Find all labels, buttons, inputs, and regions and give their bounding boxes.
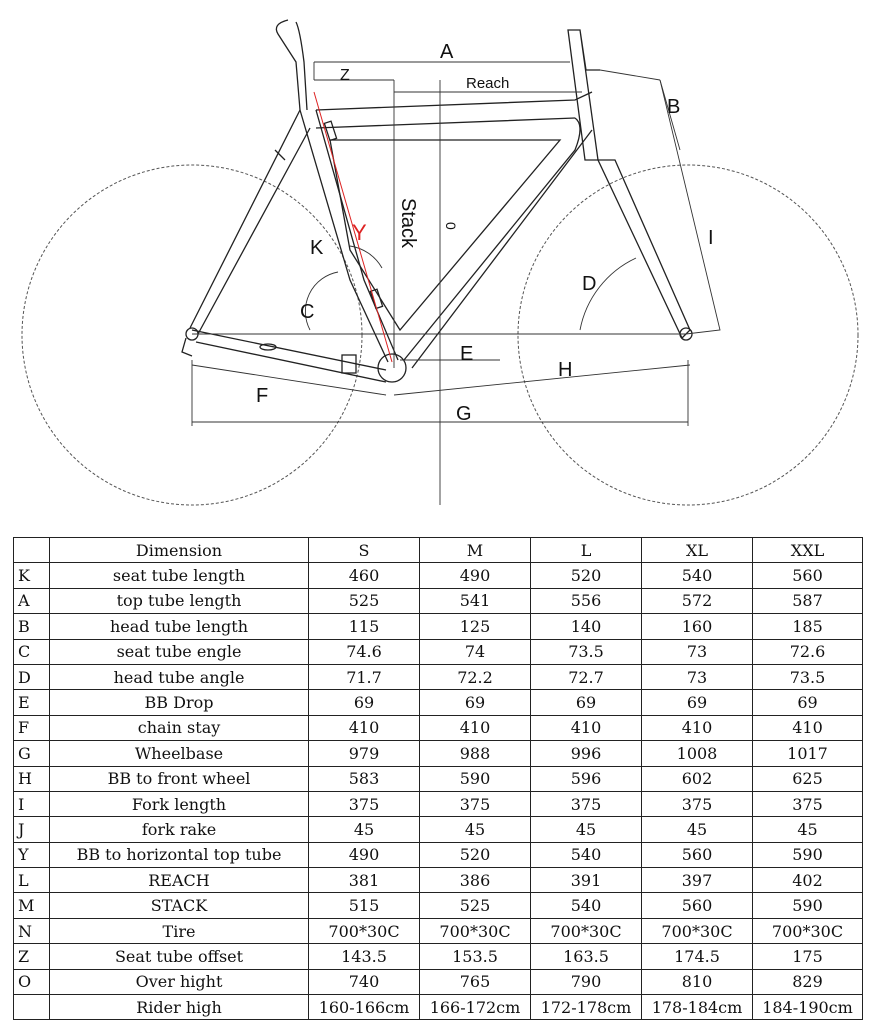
- table-row: [14, 969, 863, 994]
- cell-size-m: 410: [420, 715, 531, 740]
- dropout: [182, 338, 192, 356]
- cell-size-xl: 375: [642, 791, 753, 816]
- frame: [182, 20, 692, 382]
- top-tube: [316, 92, 592, 128]
- cell-dimension: seat tube engle: [50, 639, 309, 664]
- table-row: [14, 791, 863, 816]
- cell-size-s: 160-166cm: [309, 995, 420, 1020]
- cell-size-xxl: 625: [753, 766, 863, 791]
- table-row: [14, 842, 863, 867]
- cell-code: A: [14, 588, 50, 613]
- cell-code: C: [14, 639, 50, 664]
- cell-size-xl: 73: [642, 664, 753, 689]
- label-A: A: [440, 41, 454, 63]
- header-size-xxl: XXL: [753, 538, 863, 563]
- cell-size-l: 45: [531, 817, 642, 842]
- cell-size-xxl: 587: [753, 588, 863, 613]
- cell-size-xl: 540: [642, 563, 753, 588]
- header-size-xl: XL: [642, 538, 753, 563]
- dimension-lines: [192, 62, 720, 505]
- cell-dimension: head tube angle: [50, 664, 309, 689]
- label-Y: Y: [352, 220, 367, 245]
- cell-size-xl: 397: [642, 868, 753, 893]
- cell-code: Z: [14, 944, 50, 969]
- cell-size-s: 375: [309, 791, 420, 816]
- cell-dimension: Wheelbase: [50, 741, 309, 766]
- header-size-s: S: [309, 538, 420, 563]
- header-dimension: Dimension: [50, 538, 309, 563]
- cell-code: K: [14, 563, 50, 588]
- cell-size-s: 410: [309, 715, 420, 740]
- label-reach: Reach: [466, 75, 510, 92]
- table-row: [14, 664, 863, 689]
- cell-size-xxl: 175: [753, 944, 863, 969]
- header-size-l: L: [531, 538, 642, 563]
- cell-size-s: 45: [309, 817, 420, 842]
- table-row: [14, 944, 863, 969]
- label-Z: Z: [340, 67, 350, 84]
- down-tube: [404, 118, 592, 368]
- cell-size-s: 381: [309, 868, 420, 893]
- cell-size-m: 69: [420, 690, 531, 715]
- cell-code: H: [14, 766, 50, 791]
- cell-size-xxl: 560: [753, 563, 863, 588]
- cell-dimension: chain stay: [50, 715, 309, 740]
- table-header-row: [14, 538, 863, 563]
- seat-stay: [190, 110, 310, 334]
- cell-size-s: 740: [309, 969, 420, 994]
- seat-tube: [300, 110, 398, 362]
- cell-size-xxl: 1017: [753, 741, 863, 766]
- cell-size-l: 790: [531, 969, 642, 994]
- cell-dimension: Tire: [50, 918, 309, 943]
- table-row: [14, 715, 863, 740]
- cell-size-xl: 178-184cm: [642, 995, 753, 1020]
- dim-H-line: [394, 365, 690, 395]
- cell-dimension: Rider high: [50, 995, 309, 1020]
- table-row: [14, 766, 863, 791]
- cell-size-xxl: 410: [753, 715, 863, 740]
- table-row: [14, 639, 863, 664]
- cell-code: G: [14, 741, 50, 766]
- cell-size-xl: 602: [642, 766, 753, 791]
- cell-size-s: 583: [309, 766, 420, 791]
- label-C: C: [300, 301, 315, 323]
- cell-size-s: 979: [309, 741, 420, 766]
- cell-size-l: 700*30C: [531, 918, 642, 943]
- label-D: D: [582, 273, 597, 295]
- cell-size-xxl: 700*30C: [753, 918, 863, 943]
- cell-dimension: Over hight: [50, 969, 309, 994]
- cell-size-s: 143.5: [309, 944, 420, 969]
- table-row: [14, 563, 863, 588]
- cell-code: [14, 995, 50, 1020]
- cell-size-m: 525: [420, 893, 531, 918]
- cell-code: I: [14, 791, 50, 816]
- cell-size-l: 375: [531, 791, 642, 816]
- cell-size-xxl: 69: [753, 690, 863, 715]
- cell-size-m: 520: [420, 842, 531, 867]
- cell-size-m: 700*30C: [420, 918, 531, 943]
- cell-size-m: 74: [420, 639, 531, 664]
- table-row: [14, 868, 863, 893]
- cell-dimension: top tube length: [50, 588, 309, 613]
- rear-wheel: [22, 165, 362, 505]
- cell-size-l: 69: [531, 690, 642, 715]
- cell-code: J: [14, 817, 50, 842]
- cell-size-xxl: 184-190cm: [753, 995, 863, 1020]
- cell-size-m: 386: [420, 868, 531, 893]
- cell-size-xl: 174.5: [642, 944, 753, 969]
- cell-dimension: BB to horizontal top tube: [50, 842, 309, 867]
- geometry-table: [13, 537, 863, 1020]
- cell-dimension: seat tube length: [50, 563, 309, 588]
- cell-size-m: 153.5: [420, 944, 531, 969]
- cell-size-xl: 1008: [642, 741, 753, 766]
- fork: [598, 160, 690, 338]
- label-E: E: [460, 343, 474, 365]
- cell-size-xl: 410: [642, 715, 753, 740]
- cell-size-m: 166-172cm: [420, 995, 531, 1020]
- label-O: 0: [443, 222, 459, 230]
- dim-F-line: [192, 365, 386, 395]
- table-row: [14, 893, 863, 918]
- cell-size-xxl: 73.5: [753, 664, 863, 689]
- cell-size-s: 515: [309, 893, 420, 918]
- cell-size-l: 540: [531, 893, 642, 918]
- cell-dimension: BB to front wheel: [50, 766, 309, 791]
- cell-size-xl: 69: [642, 690, 753, 715]
- cell-size-s: 115: [309, 614, 420, 639]
- cell-size-s: 700*30C: [309, 918, 420, 943]
- cell-size-m: 45: [420, 817, 531, 842]
- table-row: [14, 741, 863, 766]
- label-B: B: [667, 96, 681, 118]
- cell-size-xl: 73: [642, 639, 753, 664]
- table-row: [14, 614, 863, 639]
- cell-size-s: 74.6: [309, 639, 420, 664]
- cell-size-xl: 560: [642, 893, 753, 918]
- label-G: G: [456, 403, 472, 425]
- dim-I-line: [660, 80, 720, 334]
- cell-size-s: 490: [309, 842, 420, 867]
- table-row: [14, 817, 863, 842]
- cell-size-m: 541: [420, 588, 531, 613]
- cell-size-m: 988: [420, 741, 531, 766]
- cell-size-m: 590: [420, 766, 531, 791]
- bottom-bracket: [378, 354, 406, 382]
- front-wheel: [518, 165, 858, 505]
- cell-size-l: 540: [531, 842, 642, 867]
- cell-size-xxl: 402: [753, 868, 863, 893]
- cell-size-xxl: 72.6: [753, 639, 863, 664]
- cell-size-xl: 810: [642, 969, 753, 994]
- cell-size-s: 460: [309, 563, 420, 588]
- cell-dimension: head tube length: [50, 614, 309, 639]
- cell-code: Y: [14, 842, 50, 867]
- table-row: [14, 995, 863, 1020]
- cell-size-xl: 45: [642, 817, 753, 842]
- cell-size-l: 72.7: [531, 664, 642, 689]
- cell-size-s: 69: [309, 690, 420, 715]
- label-F: F: [256, 385, 269, 407]
- cell-size-l: 996: [531, 741, 642, 766]
- dim-A-line: [314, 62, 570, 80]
- header-size-m: M: [420, 538, 531, 563]
- cell-size-l: 73.5: [531, 639, 642, 664]
- cell-size-m: 72.2: [420, 664, 531, 689]
- cell-size-xl: 160: [642, 614, 753, 639]
- cell-code: B: [14, 614, 50, 639]
- cell-size-m: 375: [420, 791, 531, 816]
- cell-code: L: [14, 868, 50, 893]
- cell-dimension: BB Drop: [50, 690, 309, 715]
- cell-size-l: 140: [531, 614, 642, 639]
- chain-stay: [192, 330, 386, 382]
- cell-size-xxl: 185: [753, 614, 863, 639]
- cell-code: N: [14, 918, 50, 943]
- cell-code: O: [14, 969, 50, 994]
- seat-post: [276, 20, 307, 110]
- cell-dimension: Seat tube offset: [50, 944, 309, 969]
- cell-size-xxl: 45: [753, 817, 863, 842]
- cell-size-xl: 560: [642, 842, 753, 867]
- cell-dimension: fork rake: [50, 817, 309, 842]
- cell-size-xxl: 375: [753, 791, 863, 816]
- table-row: [14, 588, 863, 613]
- cell-size-l: 596: [531, 766, 642, 791]
- cell-code: M: [14, 893, 50, 918]
- cell-size-m: 125: [420, 614, 531, 639]
- cell-size-xxl: 829: [753, 969, 863, 994]
- cell-size-s: 525: [309, 588, 420, 613]
- cell-code: F: [14, 715, 50, 740]
- table-row: [14, 690, 863, 715]
- seat-tube-clamp: [324, 121, 336, 140]
- cell-size-l: 391: [531, 868, 642, 893]
- cell-size-s: 71.7: [309, 664, 420, 689]
- label-K: K: [310, 237, 324, 259]
- cell-size-l: 163.5: [531, 944, 642, 969]
- cell-size-xxl: 590: [753, 842, 863, 867]
- diagram-labels: [256, 41, 714, 425]
- cell-size-l: 556: [531, 588, 642, 613]
- header-code: [14, 538, 50, 563]
- cell-size-xl: 700*30C: [642, 918, 753, 943]
- cell-code: E: [14, 690, 50, 715]
- label-I: I: [708, 227, 714, 249]
- cell-size-m: 490: [420, 563, 531, 588]
- label-H: H: [558, 359, 573, 381]
- table-row: [14, 918, 863, 943]
- cell-size-l: 520: [531, 563, 642, 588]
- dim-E-line: [394, 334, 500, 368]
- cell-size-xl: 572: [642, 588, 753, 613]
- cell-dimension: REACH: [50, 868, 309, 893]
- cell-size-l: 172-178cm: [531, 995, 642, 1020]
- cell-code: D: [14, 664, 50, 689]
- cell-size-l: 410: [531, 715, 642, 740]
- label-stack: Stack: [397, 198, 419, 249]
- cell-size-m: 765: [420, 969, 531, 994]
- cell-dimension: STACK: [50, 893, 309, 918]
- cell-dimension: Fork length: [50, 791, 309, 816]
- cell-size-xxl: 590: [753, 893, 863, 918]
